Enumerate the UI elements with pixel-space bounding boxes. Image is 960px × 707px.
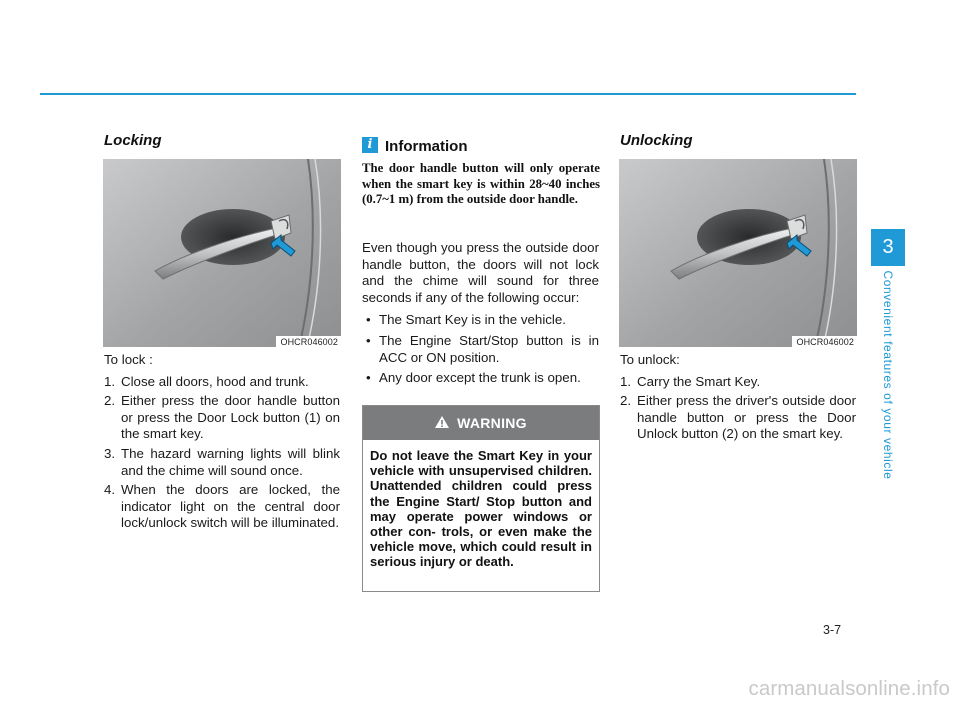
list-item: • The Engine Start/Stop button is in ACC or ON position. (362, 333, 599, 366)
info-icon: i (362, 137, 378, 153)
door-handle-illustration (103, 159, 341, 347)
locking-body (104, 352, 340, 535)
list-item: 1. Close all doors, hood and trunk. (104, 373, 309, 389)
list-item: • Any door except the trunk is open. (362, 370, 599, 387)
warning-box (362, 405, 600, 592)
list-item: • The Smart Key is in the vehicle. (362, 312, 599, 329)
unlocking-heading: Unlocking (620, 132, 693, 149)
locking-steps (104, 374, 340, 532)
information-title: Information (385, 138, 468, 155)
door-handle-illustration (619, 159, 857, 347)
page-number: 3-7 (823, 623, 842, 637)
warning-text: Do not leave the Smart Key in your vehicle with unsupervised children. Unattended children could press the Engine Start/ Stop button and may operate power windows or other con- trols, or even make the vehicle move, which could result in serious injury or death. (370, 448, 592, 570)
locking-door-handle-photo (103, 159, 341, 347)
warning-triangle-icon (435, 415, 449, 431)
list-item: 2. Either press the driver's outside door handle button or press the Door Unlock button (2) on the smart key. (620, 393, 856, 442)
list-item: 2. Either press the door handle button or press the Door Lock button (1) on the smart key. (104, 393, 340, 442)
locking-intro: To lock : (104, 352, 153, 367)
list-item: 1. Carry the Smart Key. (620, 373, 761, 389)
list-item: 3. The hazard warning lights will blink and the chime will sound once. (104, 445, 340, 478)
locking-heading: Locking (104, 132, 162, 149)
unlocking-door-handle-photo (619, 159, 857, 347)
unlocking-intro: To unlock: (620, 352, 680, 367)
unlocking-body (620, 352, 856, 446)
unlocking-steps (620, 374, 856, 443)
top-rule (40, 93, 856, 95)
chapter-tab: 3 (871, 229, 905, 266)
information-paragraph: Even though you press the outside door handle button, the doors will not lock and the chime will sound for three seconds if any of the following occur: (362, 240, 599, 305)
information-note: The door handle button will only operate when the smart key is within 28~40 inches (0.7~1 m) from the outside door handle. (362, 161, 600, 207)
warning-header (363, 406, 599, 440)
list-item: 4. When the doors are locked, the indicator light on the central door lock/unlock switch will be illuminated. (104, 482, 340, 531)
image-code: OHCR046002 (276, 336, 341, 347)
information-bullets (362, 312, 599, 386)
warning-title: WARNING (457, 415, 527, 431)
chapter-caption: Convenient features of your vehicle (881, 270, 895, 480)
image-code: OHCR046002 (792, 336, 857, 347)
watermark: carmanualsonline.info (748, 677, 950, 700)
information-body (362, 240, 599, 391)
